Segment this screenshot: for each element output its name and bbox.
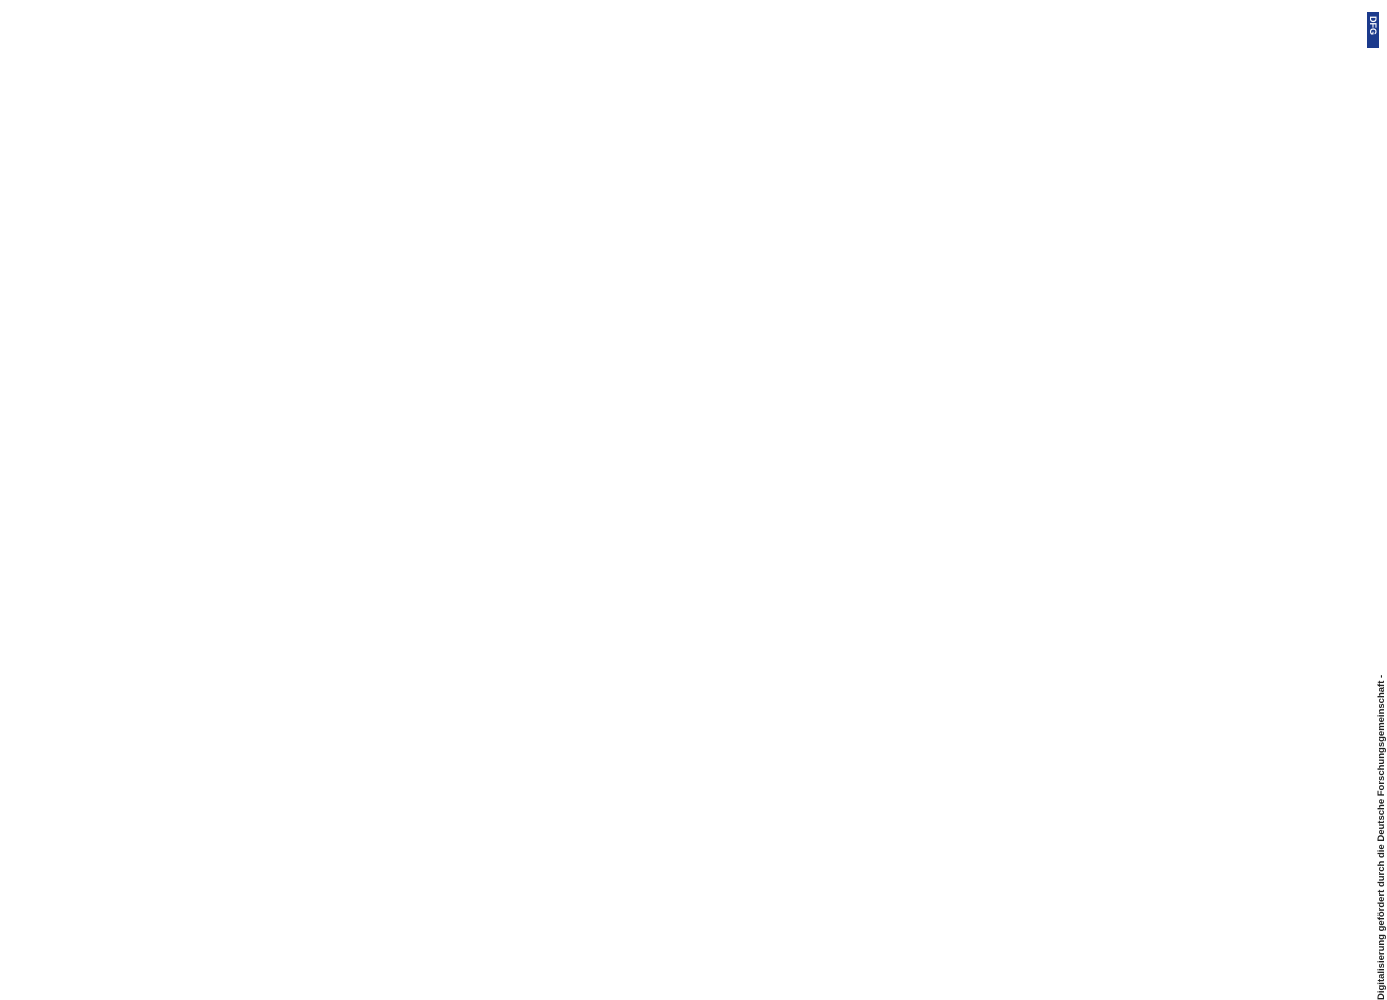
digitization-note: Digitalisierung gefördert durch die Deutsche Forschungsgemeinschaft - [1376, 674, 1387, 1000]
dfg-logo: DFG [1367, 12, 1379, 48]
